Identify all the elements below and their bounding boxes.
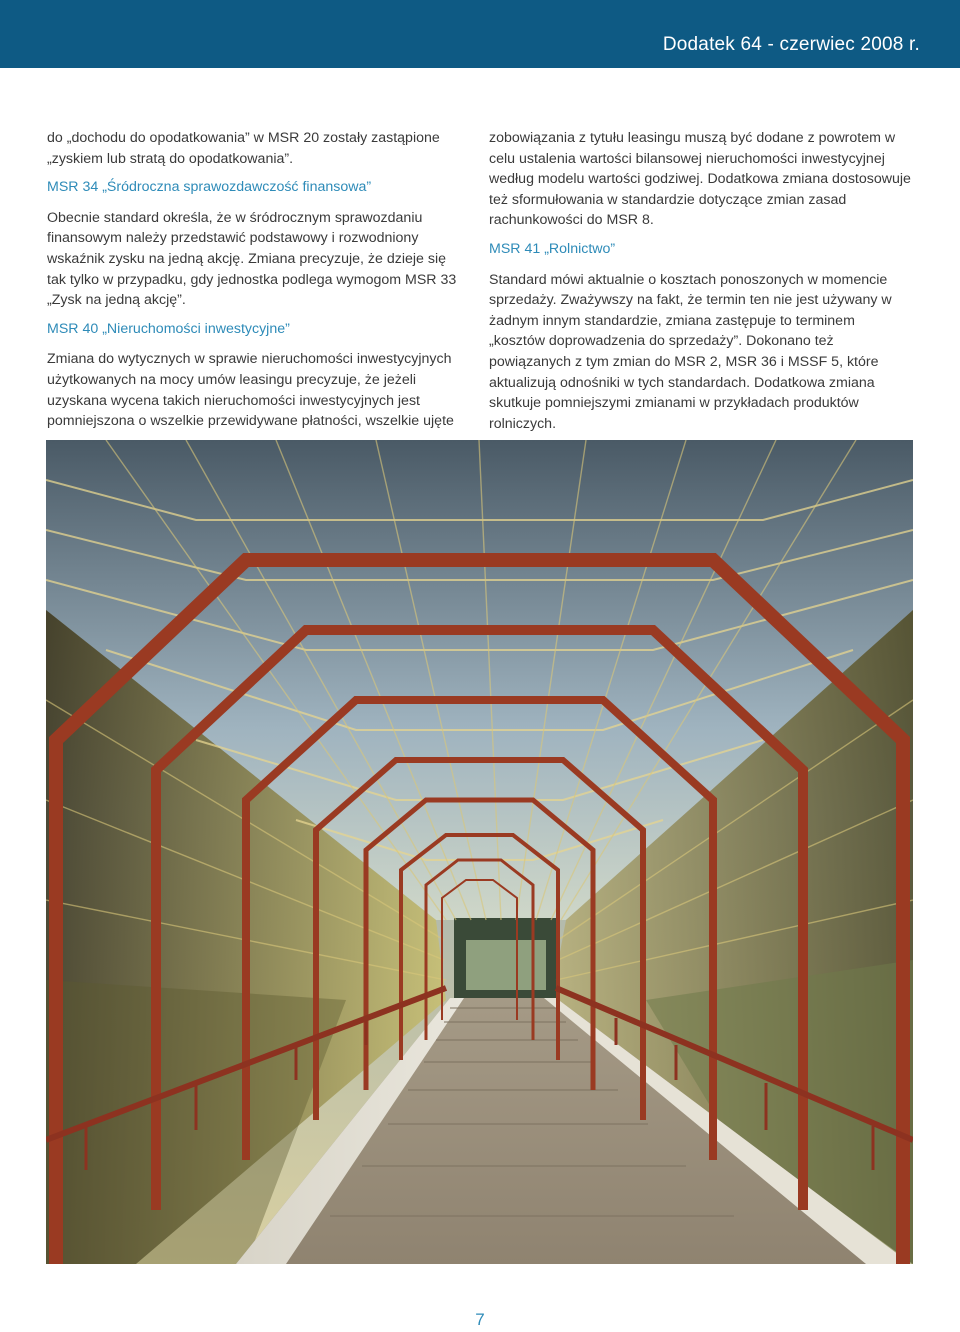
section-body-msr34: Obecnie standard określa, że w śródrocznym sprawozdaniu finansowym należy przedstawić podstawowy i rozwodniony wskaźnik zysku na jedną akcję. Zmiana precyzuje, że dzieje się tak tylko w przypadku, gdy jednostka podlega wymogom MSR 33 „Zysk na jedną akcję”.	[47, 209, 457, 309]
left-column	[47, 128, 463, 432]
section-heading-msr34: MSR 34 „Śródroczna sprawozdawczość finansowa”	[47, 179, 372, 196]
right-column	[489, 128, 913, 434]
section-heading-msr41: MSR 41 „Rolnictwo”	[489, 240, 616, 257]
left-intro-paragraph: do „dochodu do opodatkowania” w MSR 20 zostały zastąpione „zyskiem lub stratą do opodatkowania”.	[47, 130, 440, 167]
section-body-msr41: Standard mówi aktualnie o kosztach ponoszonych w momencie sprzedaży. Zważywszy na fakt, że termin ten nie jest używany w żadnym innym standardzie, zmiana zastępuje to terminem „kosztów doprowadzenia do sprzedaży”. Dokonano też powiązanych z tym zmian do MSR 2, MSR 36 i MSSF 5, które aktualizują odnośniki w tych standardach. Dodatkowa zmiana skutkuje pomniejszymi zmianami w przykładach produktów rolniczych.	[489, 271, 892, 432]
header-title: Dodatek 64 - czerwiec 2008 r.	[662, 34, 920, 55]
page-number: 7	[475, 1310, 485, 1329]
section-body-msr40: Zmiana do wytycznych w sprawie nieruchomości inwestycyjnych użytkowanych na mocy umów leasingu precyzuje, że jeżeli uzyskana wycena takich nieruchomości inwestycyjnych jest pomniejszona o wszelkie przewidywane płatności, wszelkie ujęte	[47, 351, 454, 430]
bridge-tunnel-illustration	[46, 440, 913, 1264]
right-continuation-paragraph: zobowiązania z tytułu leasingu muszą być dodane z powrotem w celu ustalenia wartości bilansowej nieruchomości inwestycyjnej według modelu wartości godziwej. Dodatkowa zmiana dostosowuje też sformułowania w standardzie dotyczące zmian zasad rachunkowości do MSR 8.	[489, 130, 911, 229]
header-band	[0, 0, 960, 68]
bridge-tunnel-photo	[46, 440, 913, 1264]
section-heading-msr40: MSR 40 „Nieruchomości inwestycyjne”	[47, 320, 290, 337]
